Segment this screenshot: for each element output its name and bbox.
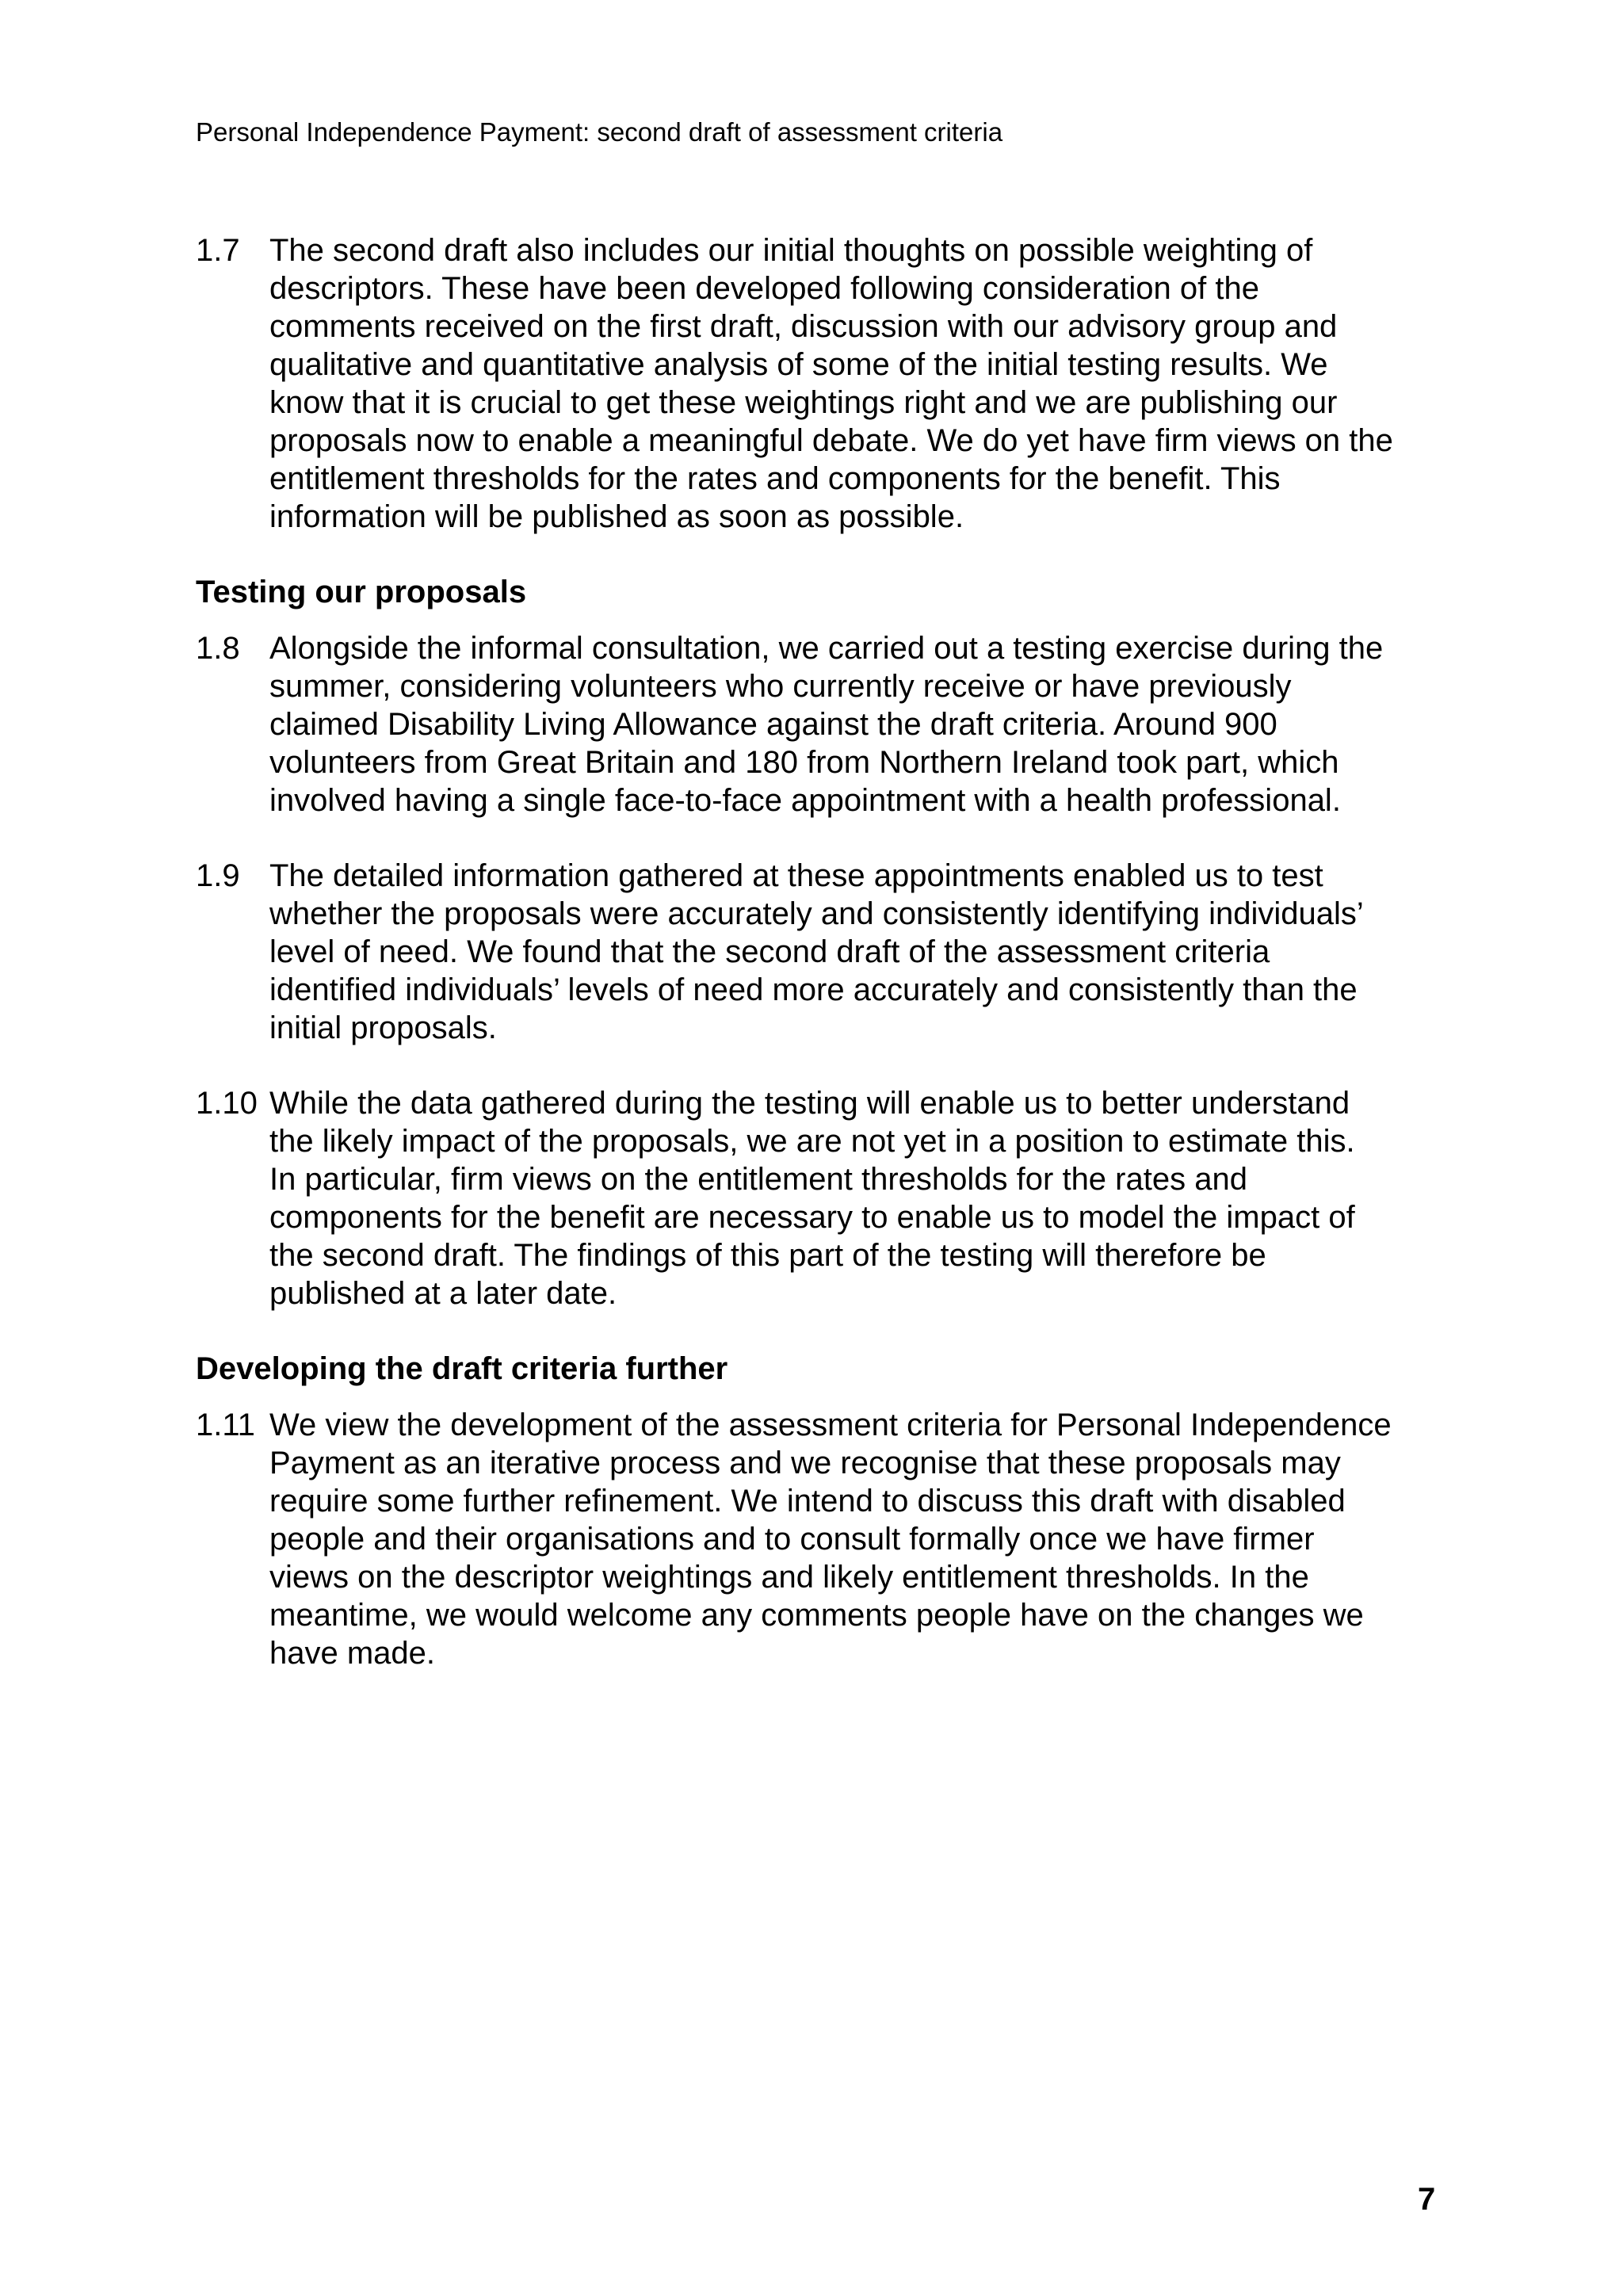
text-line: initial proposals. bbox=[269, 1010, 497, 1045]
text-line: volunteers from Great Britain and 180 from Northern Ireland took part, which bbox=[269, 745, 1339, 780]
section-heading-developing: Developing the draft criteria further bbox=[196, 1351, 728, 1386]
text-line: the likely impact of the proposals, we are not yet in a position to estimate this. bbox=[269, 1124, 1355, 1159]
paragraph-number: 1.9 bbox=[196, 858, 240, 893]
paragraph-1-7 bbox=[196, 231, 1448, 536]
text-line: involved having a single face-to-face appointment with a health professional. bbox=[269, 783, 1341, 818]
text-line: level of need. We found that the second draft of the assessment criteria bbox=[269, 934, 1270, 969]
text-line: Alongside the informal consultation, we carried out a testing exercise during the bbox=[269, 631, 1384, 666]
text-line: views on the descriptor weightings and likely entitlement thresholds. In the bbox=[269, 1560, 1309, 1595]
text-line: information will be published as soon as possible. bbox=[269, 499, 964, 534]
document-body bbox=[196, 231, 1448, 1672]
text-line: qualitative and quantitative analysis of some of the initial testing results. We bbox=[269, 347, 1328, 382]
running-header: Personal Independence Payment: second draft of assessment criteria bbox=[196, 117, 1003, 147]
text-line: have made. bbox=[269, 1636, 436, 1671]
paragraph-1-8 bbox=[196, 629, 1448, 819]
text-line: identified individuals’ levels of need more accurately and consistently than the bbox=[269, 972, 1358, 1007]
text-line: We view the development of the assessment criteria for Personal Independence bbox=[269, 1408, 1392, 1442]
paragraph-text bbox=[269, 857, 1448, 1047]
text-line: summer, considering volunteers who currently receive or have previously bbox=[269, 669, 1292, 704]
text-line: people and their organisations and to consult formally once we have firmer bbox=[269, 1522, 1315, 1557]
text-line: know that it is crucial to get these weightings right and we are publishing our bbox=[269, 385, 1338, 420]
text-line: The second draft also includes our initial thoughts on possible weighting of bbox=[269, 233, 1313, 268]
paragraph-text bbox=[269, 629, 1448, 819]
text-line: comments received on the first draft, discussion with our advisory group and bbox=[269, 309, 1338, 344]
paragraph-text bbox=[269, 1406, 1448, 1672]
paragraph-number: 1.10 bbox=[196, 1086, 258, 1121]
page-number: 7 bbox=[1418, 2182, 1436, 2217]
paragraph-1-10 bbox=[196, 1084, 1448, 1312]
text-line: meantime, we would welcome any comments people have on the changes we bbox=[269, 1598, 1364, 1633]
paragraph-number: 1.11 bbox=[196, 1408, 255, 1442]
paragraph-number: 1.8 bbox=[196, 631, 240, 666]
text-line: descriptors. These have been developed following consideration of the bbox=[269, 271, 1259, 306]
text-line: While the data gathered during the testing will enable us to better understand bbox=[269, 1086, 1350, 1121]
text-line: the second draft. The findings of this part of the testing will therefore be bbox=[269, 1238, 1266, 1273]
text-line: require some further refinement. We intend to discuss this draft with disabled bbox=[269, 1484, 1346, 1519]
text-line: whether the proposals were accurately and consistently identifying individuals’ bbox=[269, 896, 1364, 931]
paragraph-1-11 bbox=[196, 1406, 1448, 1672]
paragraph-1-9 bbox=[196, 857, 1448, 1047]
text-line: claimed Disability Living Allowance against the draft criteria. Around 900 bbox=[269, 707, 1277, 742]
text-line: The detailed information gathered at these appointments enabled us to test bbox=[269, 858, 1323, 893]
paragraph-text bbox=[269, 231, 1448, 536]
text-line: Payment as an iterative process and we recognise that these proposals may bbox=[269, 1446, 1341, 1480]
text-line: published at a later date. bbox=[269, 1276, 617, 1311]
text-line: proposals now to enable a meaningful debate. We do yet have firm views on the bbox=[269, 423, 1393, 458]
text-line: entitlement thresholds for the rates and components for the benefit. This bbox=[269, 461, 1281, 496]
paragraph-text bbox=[269, 1084, 1448, 1312]
paragraph-number: 1.7 bbox=[196, 233, 240, 268]
text-line: components for the benefit are necessary to enable us to model the impact of bbox=[269, 1200, 1355, 1235]
section-heading-testing: Testing our proposals bbox=[196, 575, 527, 609]
text-line: In particular, firm views on the entitlement thresholds for the rates and bbox=[269, 1162, 1247, 1197]
